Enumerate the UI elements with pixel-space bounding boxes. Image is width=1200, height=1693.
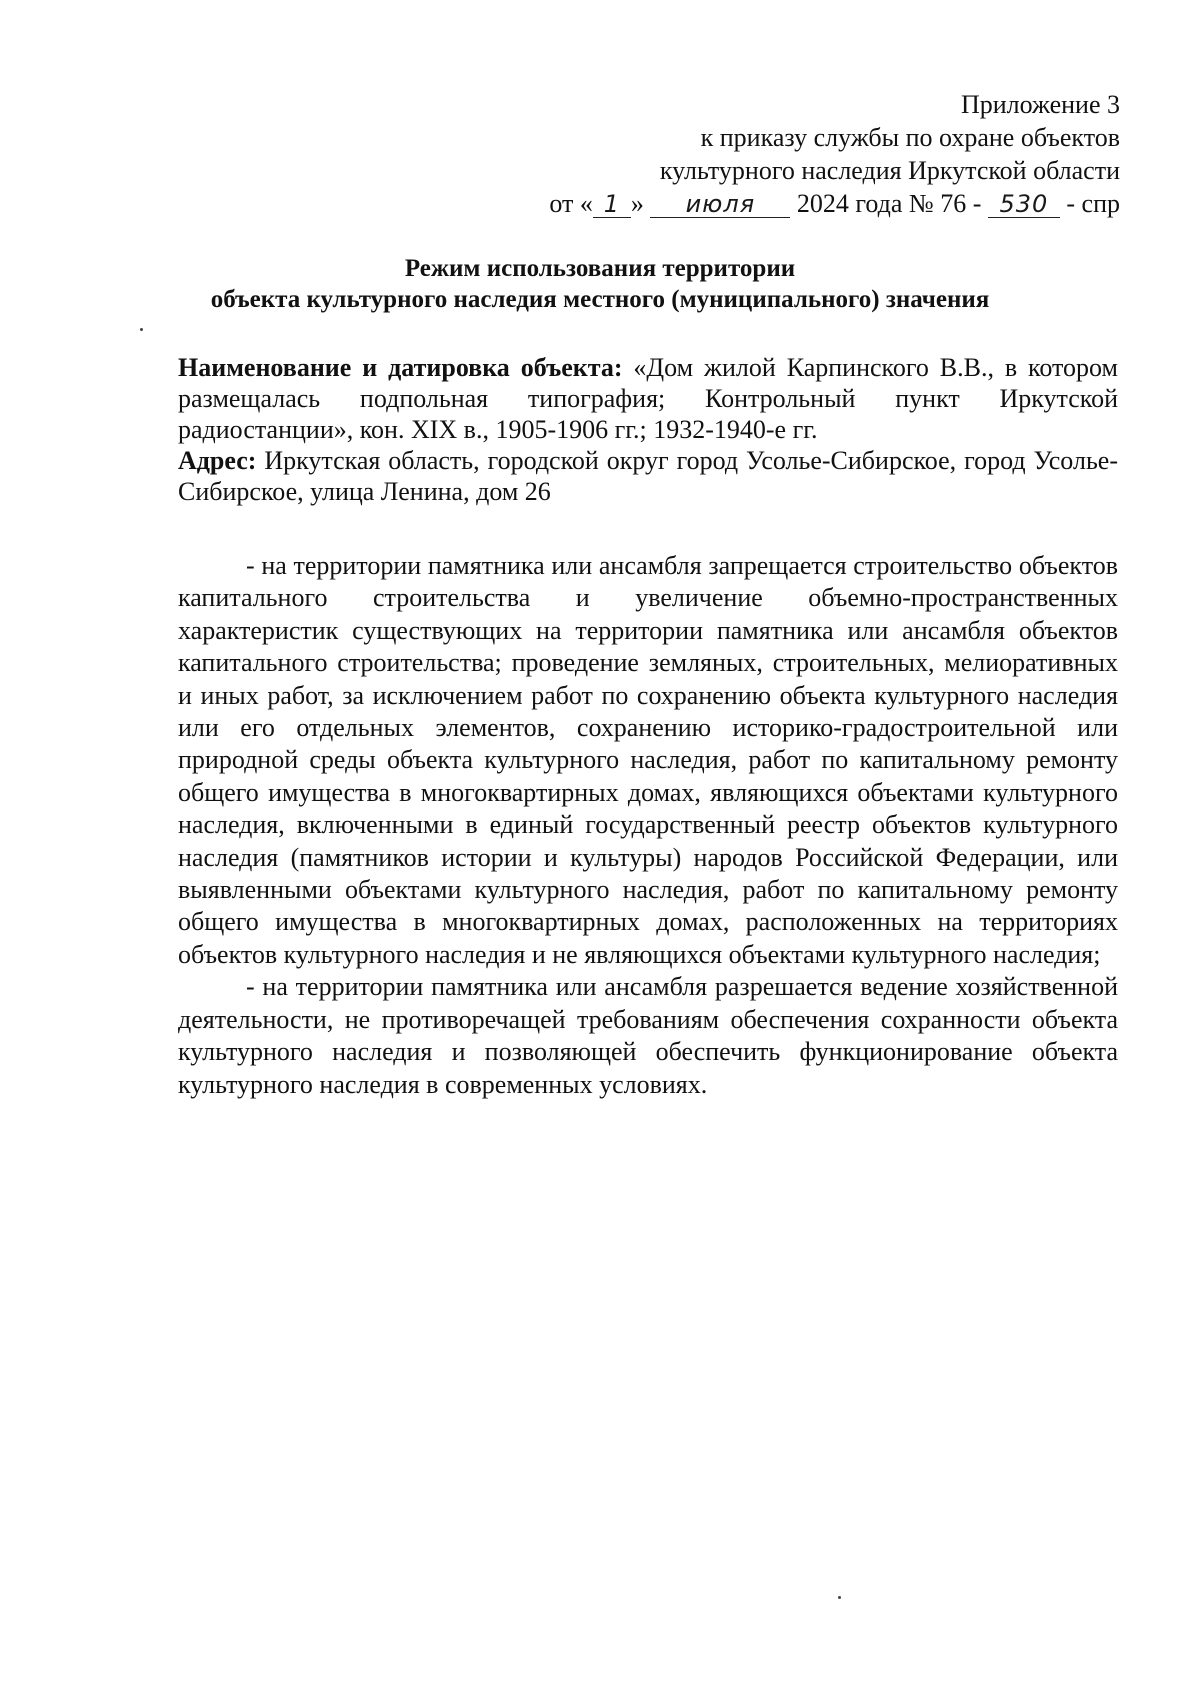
title-line-2: объекта культурного наследия местного (муниципального) значения	[210, 286, 990, 313]
date-mid: »	[630, 189, 644, 218]
scan-speck	[140, 328, 143, 331]
object-name	[178, 352, 1118, 445]
appendix-number: Приложение 3	[960, 90, 1120, 119]
doc-suffix: - спр	[1066, 189, 1120, 218]
scan-speck	[838, 1596, 841, 1599]
appendix-order-ref: к приказу службы по охране объектов	[700, 123, 1120, 152]
date-prefix: от «	[549, 189, 593, 218]
object-info	[178, 352, 1118, 507]
appendix-date-line	[549, 187, 1120, 220]
appendix-authority: культурного наследия Иркутской области	[659, 156, 1120, 185]
handwritten-month: июля	[650, 191, 790, 218]
regime-body	[178, 550, 1118, 1101]
date-year: 2024 года № 76 -	[796, 189, 982, 218]
paragraph-prohibitions: - на территории памятника или ансамбля запрещается строительство объектов капитального строительства и увеличение объемно-пространственных характеристик существующих на территории памятника или ансамбля объектов капитального строительства; проведение земляных, строительных, мелиоративных и иных работ, за исключением работ по сохранению объекта культурного наследия или его отдельных элементов, сохранению историко-градостроительной или природной среды объекта культурного наследия, работ по капитальному ремонту общего имущества в многоквартирных домах, являющихся объектами культурного наследия, включенными в единый государственный реестр объектов культурного наследия (памятников истории и культуры) народов Российской Федерации, или выявленными объектами культурного наследия, работ по капитальному ремонту общего имущества в многоквартирных домах, расположенных на территориях объектов культурного наследия и не являющихся объектами культурного наследия;	[178, 551, 1118, 969]
handwritten-doc-number: 530	[988, 191, 1060, 218]
handwritten-day: 1	[593, 191, 631, 218]
address-value: Иркутская область, городской округ город Усолье-Сибирское, город Усолье-Сибирское, улица Ленина, дом 26	[178, 446, 1118, 506]
address-label: Адрес:	[178, 446, 257, 475]
document-title	[0, 253, 1200, 315]
object-name-value: «Дом жилой Карпинского В.В., в котором размещалась подпольная типография; Контрольный пункт Иркутской радиостанции», кон. XIX в., 1905-1906 гг.; 1932-1940-е гг.	[178, 353, 1119, 444]
object-name-label: Наименование и датировка объекта:	[178, 353, 623, 382]
paragraph-permissions: - на территории памятника или ансамбля разрешается ведение хозяйственной деятельности, не противоречащей требованиям обеспечения сохранности объекта культурного наследия и позволяющей обеспечить функционирование объекта культурного наследия в современных условиях.	[178, 972, 1118, 1099]
title-line-1: Режим использования территории	[404, 255, 796, 282]
appendix-header	[549, 88, 1120, 220]
object-address	[178, 445, 1118, 507]
